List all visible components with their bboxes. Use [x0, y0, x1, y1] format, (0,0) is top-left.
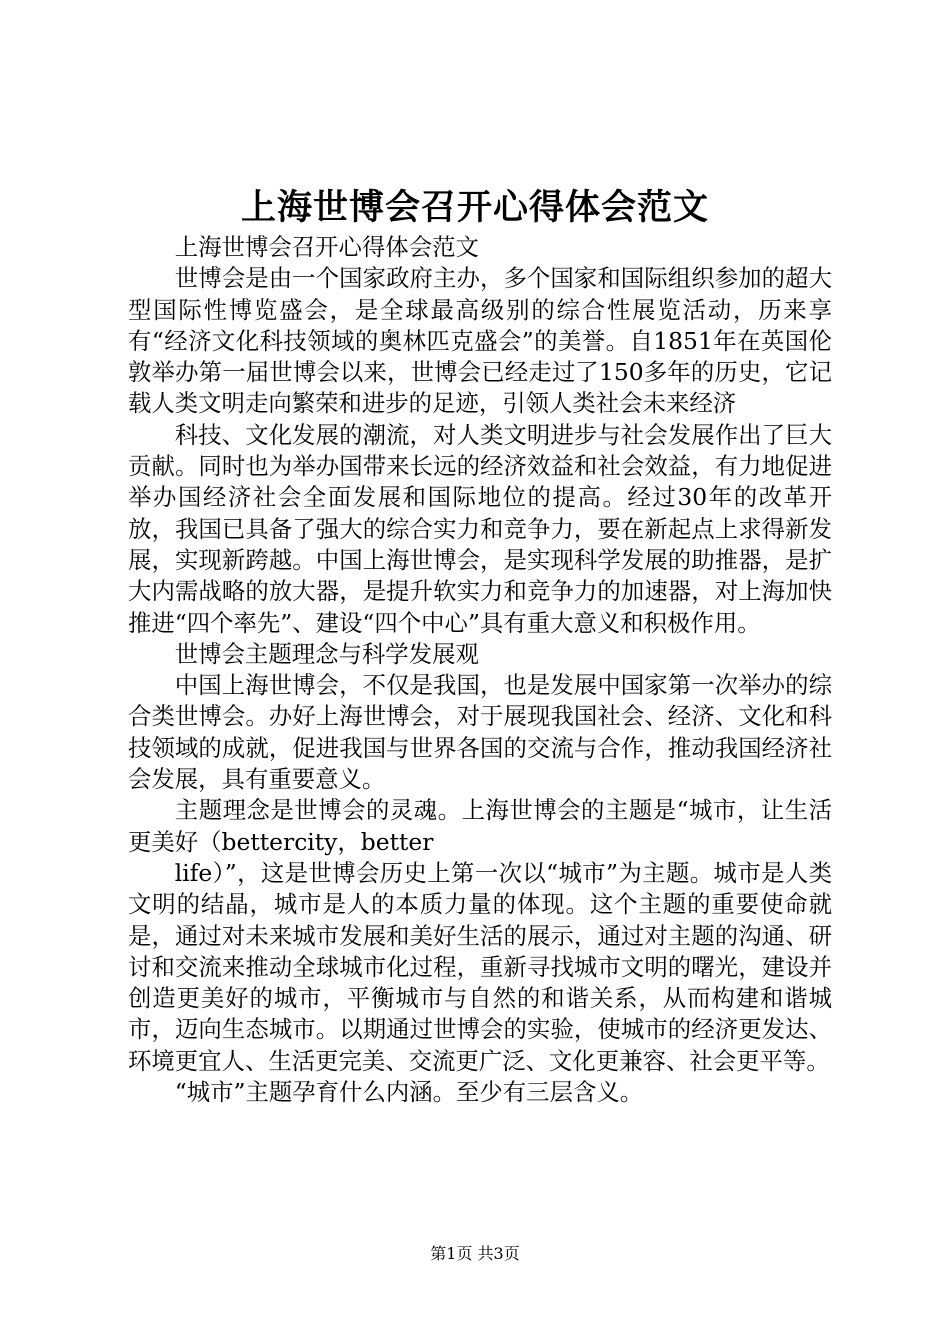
document-body: [128, 232, 832, 1108]
paragraph-subtitle: 上海世博会召开心得体会范文: [174, 233, 479, 261]
page-number-footer: 第1页 共3页: [430, 1244, 520, 1263]
paragraph-theme-concept: 主题理念是世博会的灵魂。上海世博会的主题是“城市，让生活更美好（bettercity，better: [128, 796, 832, 856]
paragraph-city-meaning: “城市”主题孕育什么内涵。至少有三层含义。: [174, 1078, 644, 1107]
section-heading-theme: 世博会主题理念与科学发展观: [174, 639, 479, 668]
paragraph-intro: 世博会是由一个国家政府主办，多个国家和国际组织参加的超大型国际性博览盛会，是全球最高级别的综合性展览活动，历来享有“经济文化科技领域的奥林匹克盛会”的美誉。自1851年在英国伦敦举办第一届世博会以来，世博会已经走过了150多年的历史，它记载人类文明走向繁荣和进步的足迹，引领人类社会未来经济: [128, 264, 832, 418]
paragraph-city-theme: life）”，这是世博会历史上第一次以“城市”为主题。城市是人类文明的结晶，城市是人的本质力量的体现。这个主题的重要使命就是，通过对未来城市发展和美好生活的展示，通过对主题的沟通、研讨和交流来推动全球城市化过程，重新寻找城市文明的曙光，建设并创造更美好的城市，平衡城市与自然的和谐关系，从而构建和谐城市，迈向生态城市。以期通过世博会的实验，使城市的经济更发达、环境更宜人、生活更完美、交流更广泛、文化更兼容、社会更平等。: [128, 858, 832, 1075]
document-title: 上海世博会召开心得体会范文: [240, 187, 709, 228]
paragraph-shanghai-expo: 中国上海世博会，不仅是我国，也是发展中国家第一次举办的综合类世博会。办好上海世博会，对于展现我国社会、经济、文化和科技领域的成就，促进我国与世界各国的交流与合作，推动我国经济社会发展，具有重要意义。: [128, 671, 832, 794]
paragraph-contribution: 科技、文化发展的潮流，对人类文明进步与社会发展作出了巨大贡献。同时也为举办国带来长远的经济效益和社会效益，有力地促进举办国经济社会全面发展和国际地位的提高。经过30年的改革开放，我国已具备了强大的综合实力和竞争力，要在新起点上求得新发展，实现新跨越。中国上海世博会，是实现科学发展的助推器，是扩大内需战略的放大器，是提升软实力和竞争力的加速器，对上海加快推进“四个率先”、建设“四个中心”具有重大意义和积极作用。: [128, 420, 832, 637]
